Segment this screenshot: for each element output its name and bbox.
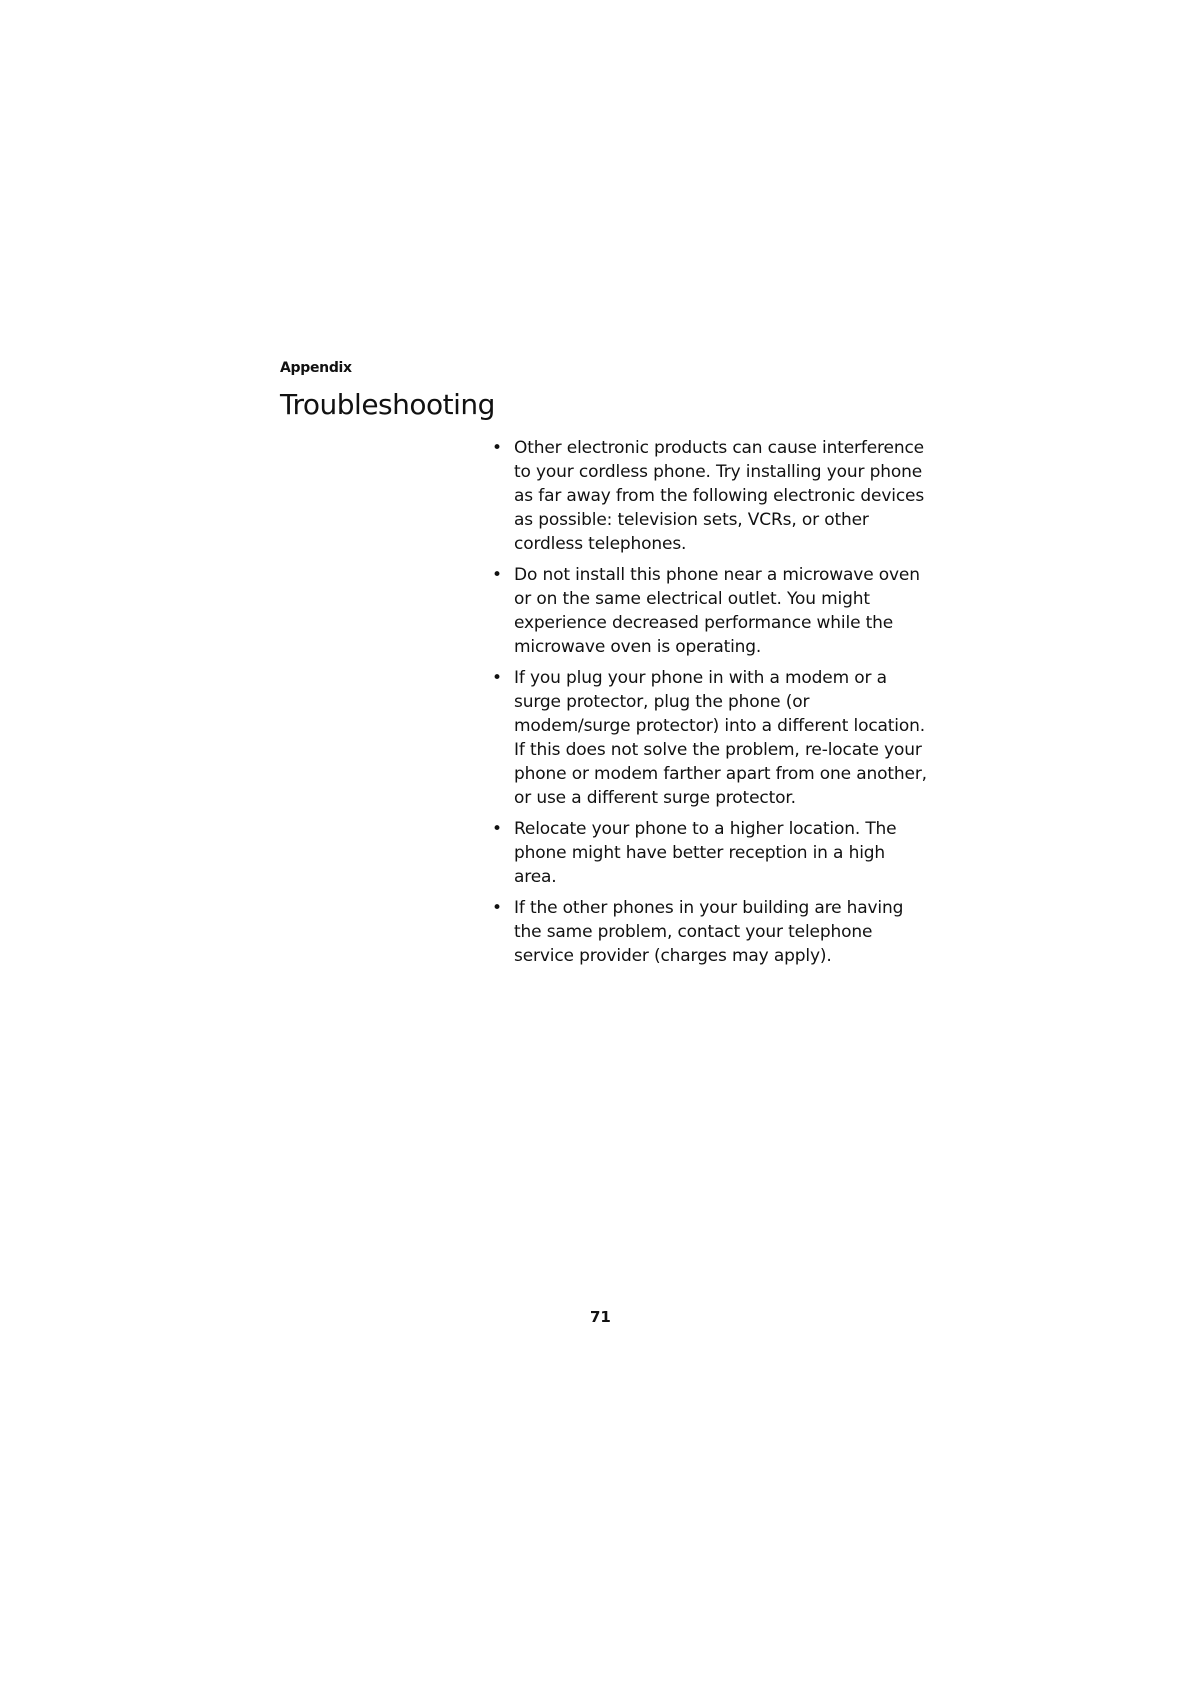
troubleshooting-list <box>488 436 928 975</box>
bullet-icon: • <box>492 898 502 918</box>
list-item <box>488 666 928 810</box>
bullet-icon: • <box>492 565 502 585</box>
list-item-text: If the other phones in your building are having the same problem, contact your telephone service provider (charges may apply). <box>514 898 904 966</box>
list-item-text: Relocate your phone to a higher location. The phone might have better reception in a high area. <box>514 819 897 887</box>
section-label: Appendix <box>280 360 352 376</box>
list-item <box>488 817 928 889</box>
bullet-icon: • <box>492 668 502 688</box>
page-title: Troubleshooting <box>280 388 495 421</box>
list-item <box>488 436 928 556</box>
bullet-icon: • <box>492 819 502 839</box>
list-item <box>488 563 928 659</box>
list-item <box>488 896 928 968</box>
list-item-text: Do not install this phone near a microwave oven or on the same electrical outlet. You might experience decreased performance while the microwave oven is operating. <box>514 565 920 657</box>
list-item-text: Other electronic products can cause interference to your cordless phone. Try installing your phone as far away from the following electronic devices as possible: television sets, VCRs, or other cordless telephones. <box>514 438 925 554</box>
list-item-text: If you plug your phone in with a modem or a surge protector, plug the phone (or modem/surge protector) into a different location. If this does not solve the problem, re-locate your phone or modem farther apart from one another, or use a different surge protector. <box>514 668 927 808</box>
bullet-icon: • <box>492 438 502 458</box>
page-number: 71 <box>590 1308 611 1326</box>
